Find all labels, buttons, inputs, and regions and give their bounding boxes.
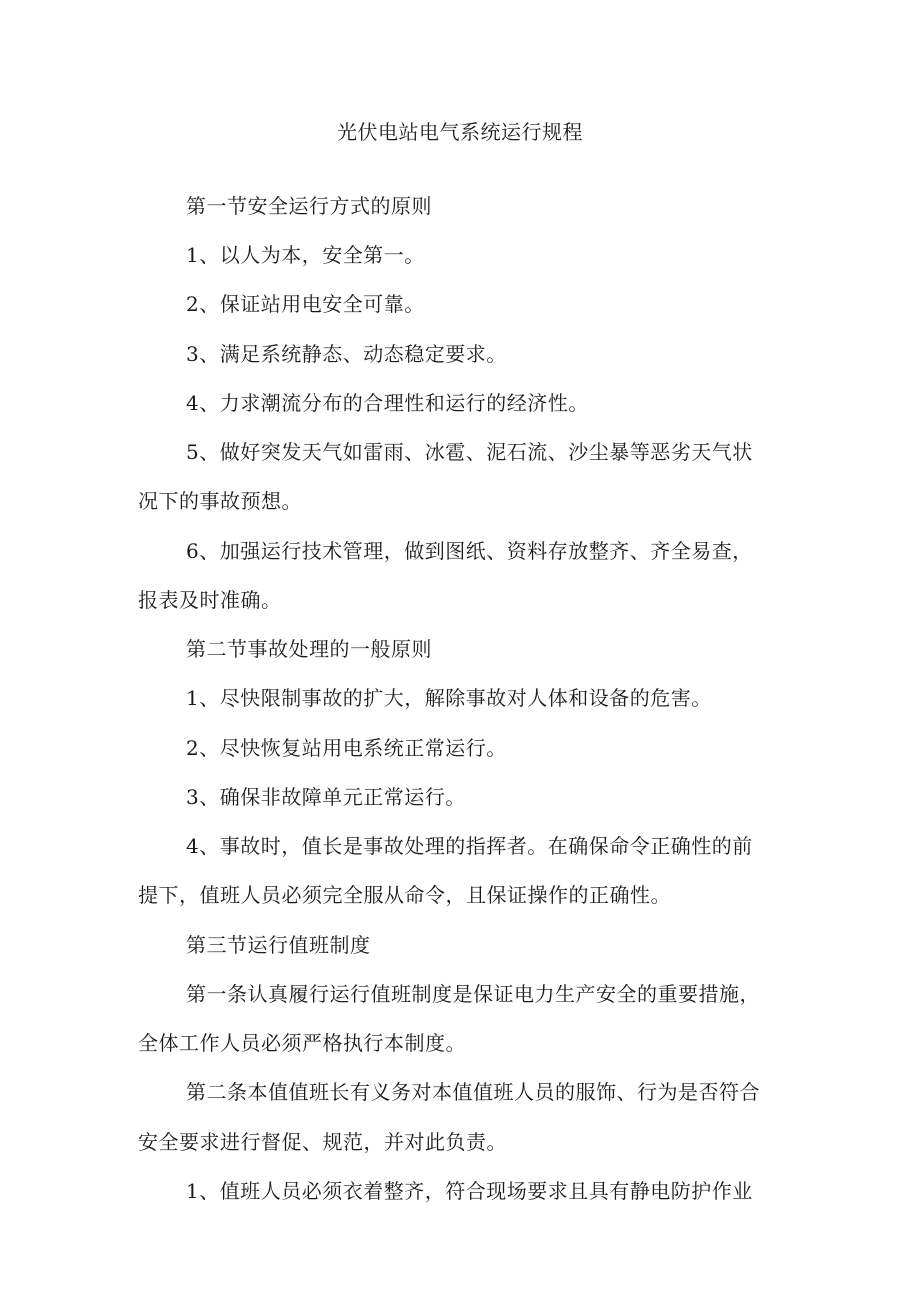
paragraph: 1、值班人员必须衣着整齐，符合现场要求且具有静电防护作业 [186,1179,753,1203]
paragraph: 4、力求潮流分布的合理性和运行的经济性。 [186,391,589,415]
paragraph: 1、以人为本，安全第一。 [186,243,425,267]
paragraph: 3、满足系统静态、动态稳定要求。 [186,342,507,366]
paragraph: 2、保证站用电安全可靠。 [186,292,425,316]
paragraph: 3、确保非故障单元正常运行。 [186,785,466,809]
paragraph-continuation: 全体工作人员必须严格执行本制度。 [138,1031,466,1055]
paragraph-continuation: 报表及时准确。 [138,588,282,612]
document-title: 光伏电站电气系统运行规程 [337,120,583,144]
paragraph: 2、尽快恢复站用电系统正常运行。 [186,736,507,760]
paragraph: 6、加强运行技术管理，做到图纸、资料存放整齐、齐全易查， [186,539,753,563]
paragraph: 第一条认真履行运行值班制度是保证电力生产安全的重要措施， [186,982,760,1006]
section-heading-3: 第三节运行值班制度 [186,933,371,957]
paragraph-continuation: 况下的事故预想。 [138,489,302,513]
paragraph-continuation: 安全要求进行督促、规范，并对此负责。 [138,1130,507,1154]
section-heading-1: 第一节安全运行方式的原则 [186,194,432,218]
paragraph: 1、尽快限制事故的扩大，解除事故对人体和设备的危害。 [186,686,712,710]
paragraph: 5、做好突发天气如雷雨、冰雹、泥石流、沙尘暴等恶劣天气状 [186,440,753,464]
section-heading-2: 第二节事故处理的一般原则 [186,637,432,661]
paragraph-continuation: 提下，值班人员必须完全服从命令，且保证操作的正确性。 [138,883,671,907]
paragraph: 第二条本值值班长有义务对本值值班人员的服饰、行为是否符合 [186,1080,760,1104]
paragraph: 4、事故时，值长是事故处理的指挥者。在确保命令正确性的前 [186,834,753,858]
